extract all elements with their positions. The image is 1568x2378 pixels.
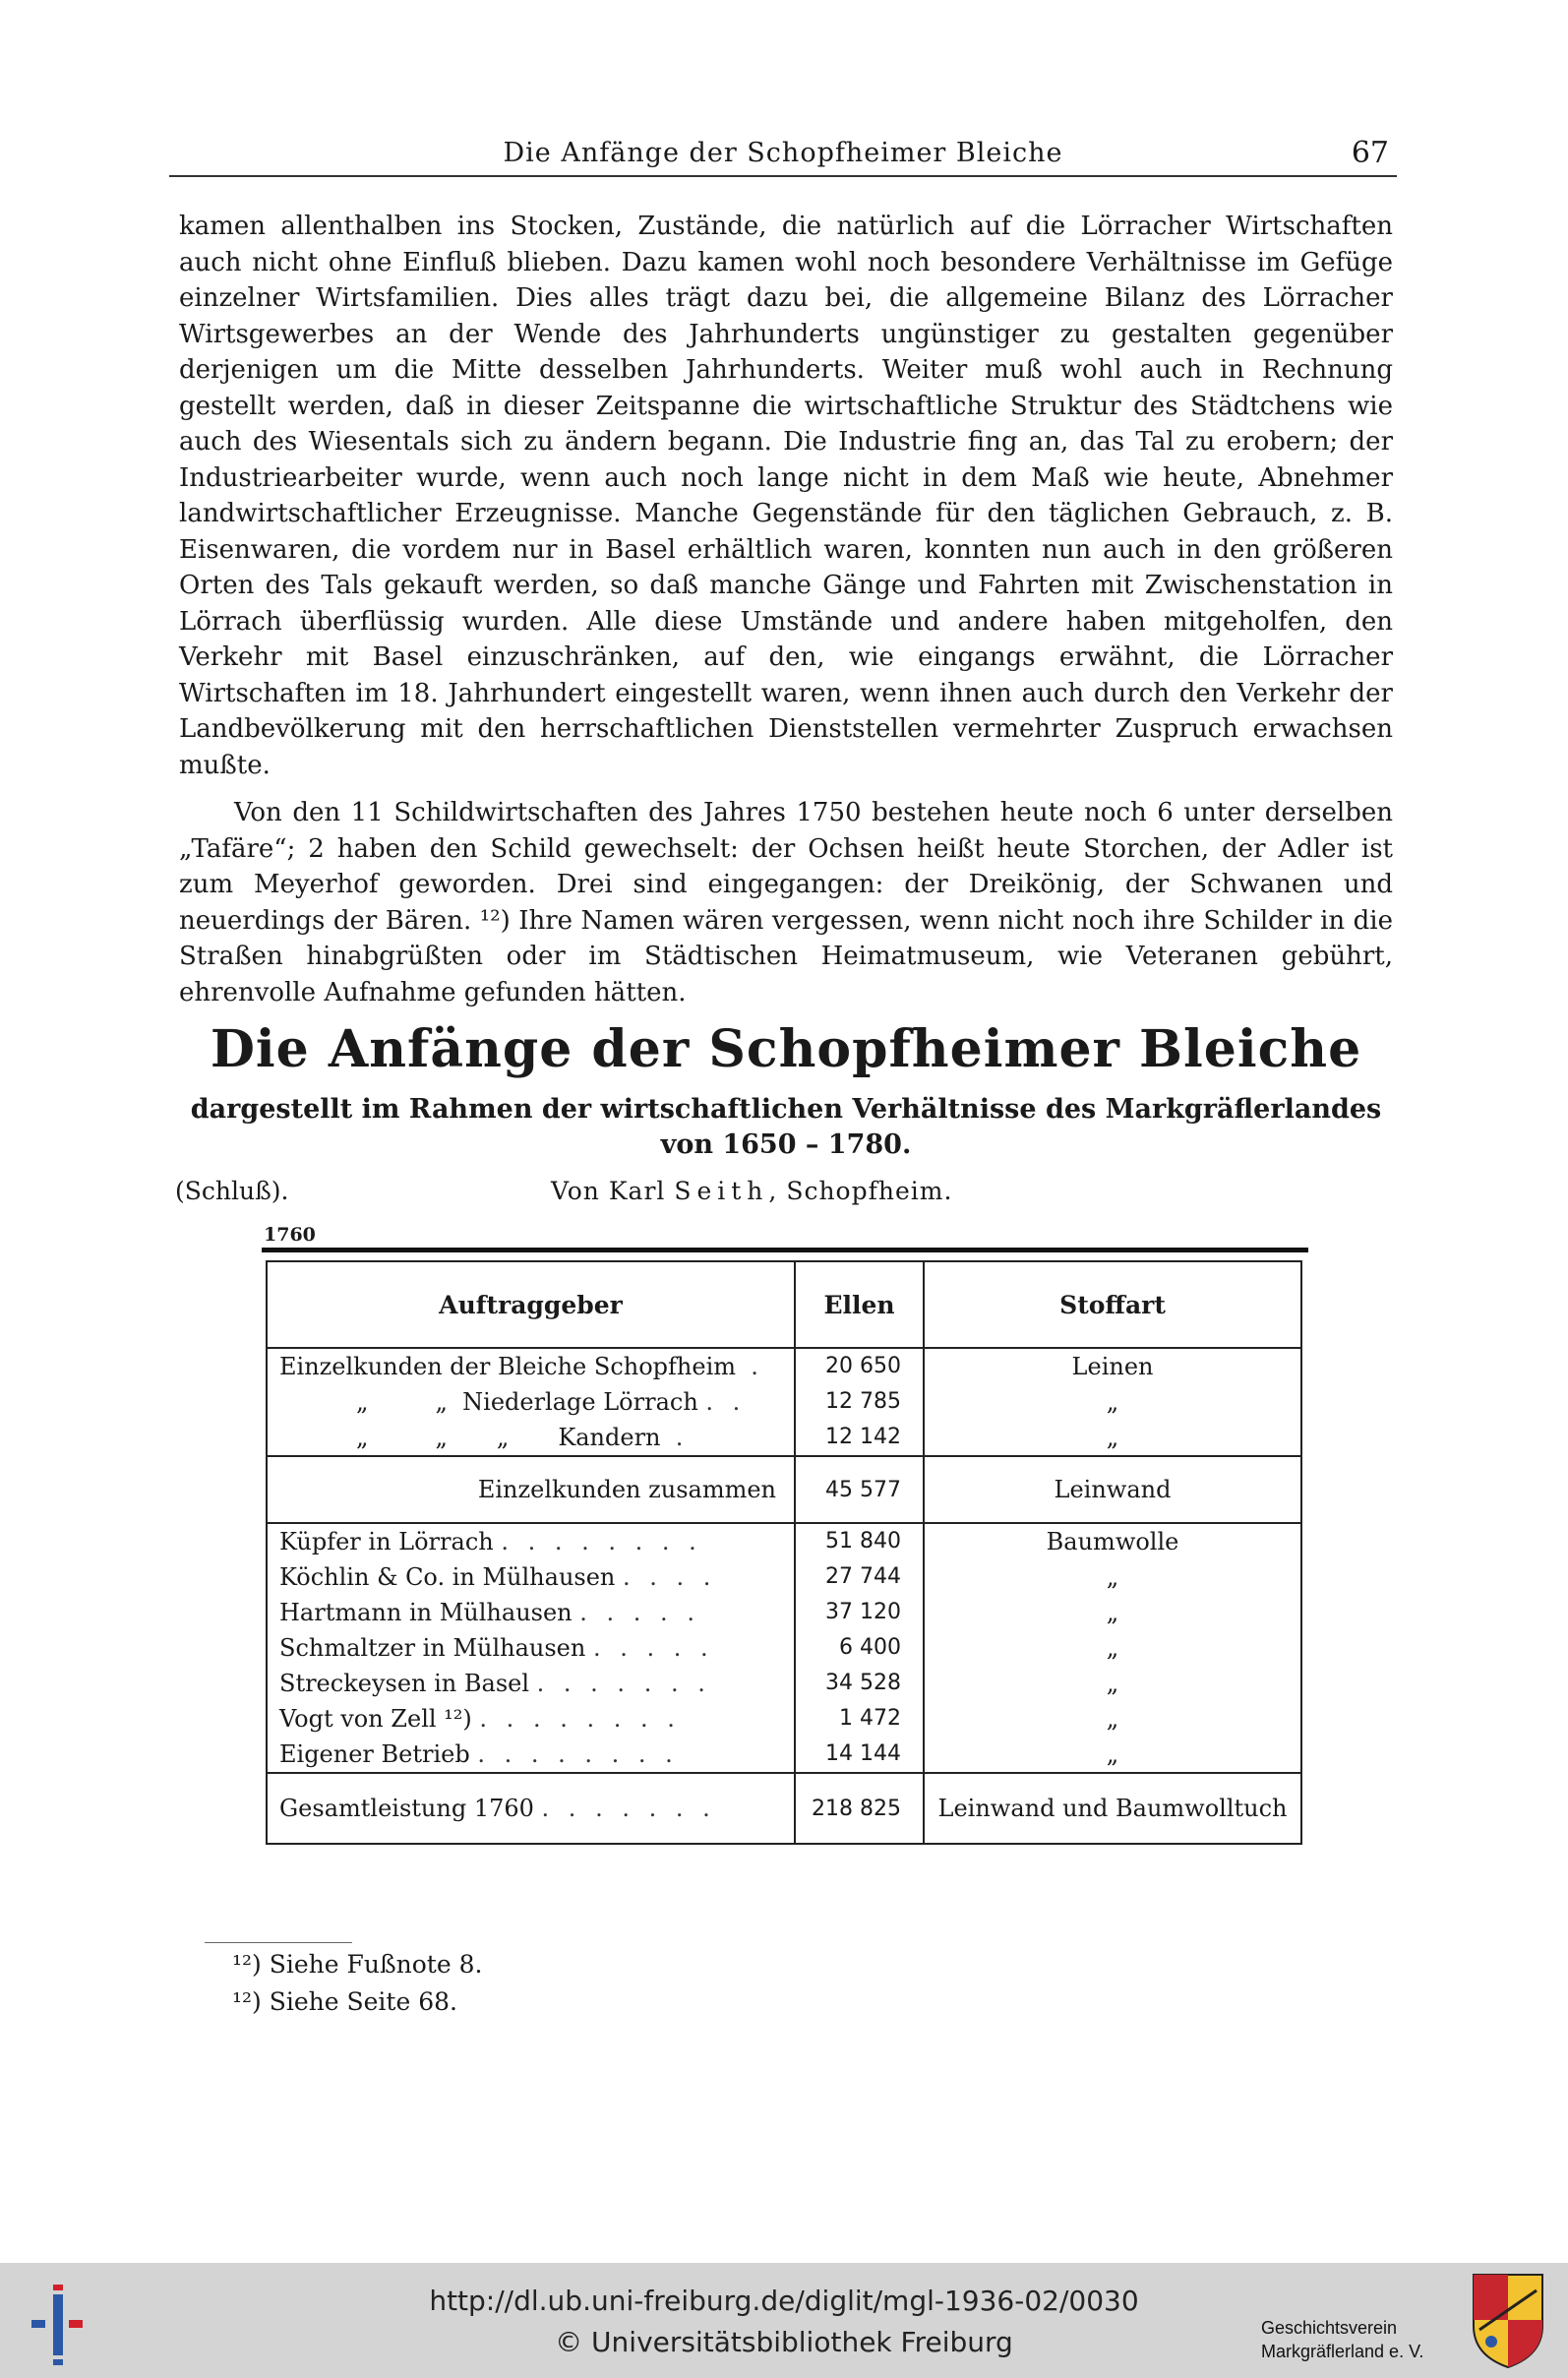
- continuation-note: (Schluß).: [175, 1177, 289, 1205]
- ellen-cell: [795, 1348, 924, 1456]
- coat-of-arms-icon: [1470, 2271, 1546, 2369]
- author-name: Seith: [674, 1177, 769, 1205]
- subtitle-line: dargestellt im Rahmen der wirtschaftlichen Verhältnisse des Markgräflerlandes: [190, 1094, 1382, 1125]
- client-name: Vogt von Zell ¹²) . . . . . . . .: [279, 1705, 681, 1733]
- stoff-value: „: [1106, 1670, 1119, 1697]
- article-title: Die Anfänge der Schopfheimer Bleiche: [210, 1019, 1362, 1079]
- paragraph: kamen allenthalben ins Stocken, Zustände, die natürlich auf die Lörracher Wirtschaften auch nicht ohne Einfluß blieben. Dazu kamen wohl noch besondere Verhältnisse im Gefüge einzelner Wirtsfamilien. Dies alles trägt dazu bei, die allgemeine Bilanz des Lörracher Wirtsgewerbes an der Wende des Jahrhunderts ungünstiger zu gestalten gegenüber derjenigen um die Mitte desselben Jahrhunderts. Weiter muß wohl auch in Rechnung gestellt werden, daß in dieser Zeitspanne die wirtschaftliche Struktur des Städtchens wie auch des Wiesentals sich zu ändern begann. Die Industrie fing an, das Tal zu erobern; der Industriearbeiter wurde, wenn auch noch lange nicht in dem Maß wie heute, Abnehmer landwirtschaftlicher Erzeugnisse. Manche Gegenstände für den täglichen Gebrauch, z. B. Eisenwaren, die vordem nur in Basel erhältlich waren, konnten nun auch in den größeren Orten des Tals gekauft werden, so daß manche Gänge und Fahrten mit Zwischenstation in Lörrach überflüssig wurden. Alle diese Umstände und andere haben mitgeholfen, den Verkehr mit Basel einzuschränken, auf den, wie eingangs erwähnt, die Lörracher Wirtschaften im 18. Jahrhundert eingestellt waren, wenn ihnen auch durch den Verkehr der Landbevölkerung mit den herrschaftlichen Dienststellen vermehrter Zuspruch erwachsen mußte.: [179, 212, 1393, 780]
- client-cell: [267, 1523, 795, 1773]
- stoff-value: „: [1106, 1705, 1119, 1733]
- paragraph: Von den 11 Schildwirtschaften des Jahres 1750 bestehen heute noch 6 unter derselben „Tafäre“; 2 haben den Schild gewechselt: der Ochsen heißt heute Storchen, der Adler ist zum Meyerhof geworden. Drei sind eingegangen: der Dreikönig, der Schwanen und neuerdings der Bären. ¹²) Ihre Namen wären vergessen, wenn nicht noch ihre Schilder in die Straßen hinabgrüßten oder im Städtischen Heimatmuseum, wie Veteranen gebührt, ehrenvolle Aufnahme gefunden hätten.: [179, 798, 1393, 1007]
- table-row-group: [267, 1348, 1301, 1456]
- ellen-value: 20 650: [825, 1354, 902, 1378]
- ellen-value: 12 142: [825, 1425, 902, 1449]
- table-row-sum: [267, 1456, 1301, 1523]
- client-name: „ „ Niederlage Lörrach . .: [356, 1388, 747, 1416]
- data-table: [266, 1260, 1302, 1845]
- table-row-total: [267, 1773, 1301, 1844]
- client-cell: [267, 1348, 795, 1456]
- client-name: Köchlin & Co. in Mülhausen . . . .: [279, 1563, 717, 1591]
- sum-label: Einzelkunden zusammen: [267, 1456, 795, 1523]
- total-label: Gesamtleistung 1760 . . . . . . .: [267, 1773, 795, 1844]
- footnote-divider: [205, 1942, 352, 1943]
- ellen-value: 51 840: [825, 1529, 902, 1554]
- running-head: [169, 136, 1397, 177]
- client-name: Hartmann in Mülhausen . . . . .: [279, 1599, 700, 1626]
- stoff-value: Baumwolle: [1046, 1528, 1179, 1555]
- stoff-cell: [924, 1523, 1301, 1773]
- sum-ellen: 45 577: [795, 1456, 924, 1523]
- page-number: 67: [1351, 136, 1389, 170]
- footnote: ¹²) Siehe Fußnote 8.: [232, 1950, 483, 1979]
- author-prefix: Von Karl: [551, 1177, 666, 1205]
- column-header: Ellen: [795, 1261, 924, 1348]
- client-name: Eigener Betrieb . . . . . . . .: [279, 1740, 679, 1768]
- table-year: 1760: [264, 1224, 316, 1246]
- stoff-value: „: [1106, 1599, 1119, 1626]
- ellen-value: 37 120: [825, 1600, 902, 1624]
- client-name: Streckeysen in Basel . . . . . . .: [279, 1670, 711, 1697]
- column-header: Stoffart: [924, 1261, 1301, 1348]
- body-text: [179, 209, 1393, 1010]
- stoff-value: „: [1106, 1388, 1119, 1416]
- ellen-value: 12 785: [825, 1389, 902, 1414]
- stoff-cell: [924, 1348, 1301, 1456]
- author-line: [551, 1177, 952, 1205]
- ellen-value: 14 144: [825, 1741, 902, 1766]
- document-url-link[interactable]: http://dl.ub.uni-freiburg.de/diglit/mgl-1936-02/0030: [429, 2285, 1139, 2317]
- ellen-value: 1 472: [839, 1706, 902, 1731]
- stoff-value: Leinen: [1071, 1353, 1154, 1380]
- author-suffix: , Schopfheim.: [768, 1177, 953, 1205]
- client-name: Küpfer in Lörrach . . . . . . . .: [279, 1528, 702, 1555]
- client-name: Schmaltzer in Mülhausen . . . . .: [279, 1634, 714, 1662]
- ellen-value: 27 744: [825, 1564, 902, 1589]
- table-container: [262, 1248, 1308, 1961]
- ellen-value: 6 400: [839, 1635, 902, 1660]
- table-row-group: [267, 1523, 1301, 1773]
- footnotes: [232, 1946, 482, 2021]
- client-name: Einzelkunden der Bleiche Schopfheim .: [279, 1353, 764, 1380]
- ellen-cell: [795, 1523, 924, 1773]
- viewer-footer: [0, 2263, 1568, 2378]
- total-ellen: 218 825: [795, 1773, 924, 1844]
- subtitle-line: von 1650 – 1780.: [660, 1129, 912, 1160]
- stoff-value: „: [1106, 1740, 1119, 1768]
- ellen-value: 34 528: [825, 1671, 902, 1695]
- article-subtitle: [179, 1092, 1393, 1163]
- society-name: Geschichtsverein Markgräflerland e. V.: [1261, 2318, 1424, 2361]
- stoff-value: „: [1106, 1563, 1119, 1591]
- sum-stoff: Leinwand: [924, 1456, 1301, 1523]
- stoff-value: „: [1106, 1424, 1119, 1451]
- column-header: Auftraggeber: [267, 1261, 795, 1348]
- running-title: Die Anfänge der Schopfheimer Bleiche: [503, 138, 1063, 168]
- table-header-row: [267, 1261, 1301, 1348]
- client-name: „ „ „ Kandern .: [356, 1424, 690, 1451]
- stoff-value: „: [1106, 1634, 1119, 1662]
- footnote: ¹²) Siehe Seite 68.: [232, 1987, 457, 2016]
- copyright-notice: © Universitätsbibliothek Freiburg: [555, 2326, 1013, 2358]
- total-stoff: Leinwand und Baumwolltuch: [924, 1773, 1301, 1844]
